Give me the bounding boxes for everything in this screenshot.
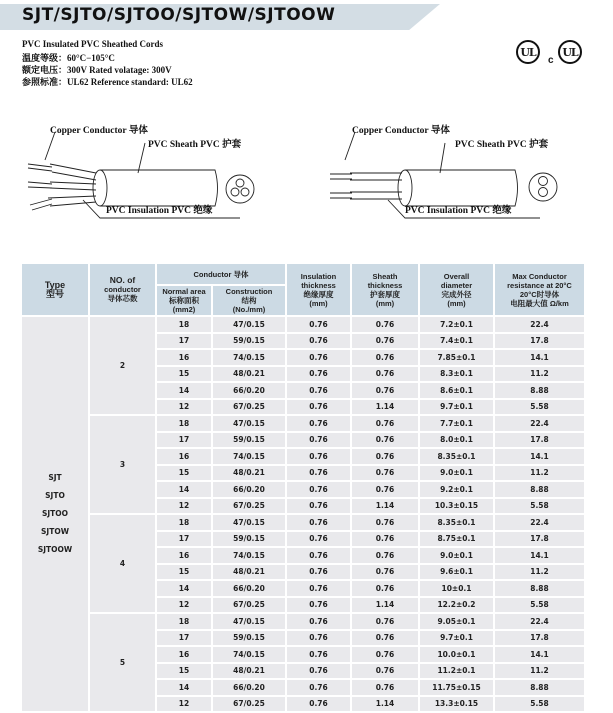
awg-size-cell: 17: [157, 433, 211, 448]
overall-diameter-cell: 9.2±0.1: [420, 482, 493, 497]
overall-diameter-cell: 9.7±0.1: [420, 400, 493, 415]
insulation-thickness-cell: 0.76: [287, 548, 350, 563]
construction-cell: 47/0.15: [213, 416, 285, 431]
spec-voltage: 额定电压：300V Rated volatage: 300V: [22, 65, 172, 75]
header-type-en: Type: [44, 279, 66, 290]
conductor-count-cell: 3: [90, 416, 155, 513]
header-res-line1: Max Conductor: [512, 271, 567, 281]
sheath-thickness-cell: 0.76: [352, 334, 418, 349]
construction-cell: 59/0.15: [213, 532, 285, 547]
insulation-thickness-cell: 0.76: [287, 383, 350, 398]
header-num-conductors: [90, 264, 155, 315]
construction-cell: 74/0.15: [213, 647, 285, 662]
overall-diameter-cell: 10±0.1: [420, 581, 493, 596]
conductor-count-cell: 4: [90, 515, 155, 612]
insulation-thickness-cell: 0.76: [287, 664, 350, 679]
overall-diameter-cell: 7.4±0.1: [420, 334, 493, 349]
header-constr-line3: (No./mm): [232, 305, 266, 314]
overall-diameter-cell: 9.05±0.1: [420, 614, 493, 629]
insulation-thickness-cell: 0.76: [287, 581, 350, 596]
overall-diameter-cell: 9.0±0.1: [420, 548, 493, 563]
overall-diameter-cell: 8.6±0.1: [420, 383, 493, 398]
awg-size-cell: 12: [157, 697, 211, 712]
type-name: SJTOO: [41, 509, 69, 518]
sheath-thickness-cell: 0.76: [352, 416, 418, 431]
overall-diameter-cell: 9.6±0.1: [420, 565, 493, 580]
insulation-thickness-cell: 0.76: [287, 466, 350, 481]
awg-size-cell: 17: [157, 334, 211, 349]
table-row: [22, 317, 584, 332]
construction-cell: 48/0.21: [213, 664, 285, 679]
overall-diameter-cell: 9.0±0.1: [420, 466, 493, 481]
pvc-insulation-label: PVC Insulation PVC 绝缘: [405, 206, 512, 216]
max-resistance-cell: 22.4: [495, 416, 584, 431]
sheath-thickness-cell: 0.76: [352, 367, 418, 382]
construction-cell: 67/0.25: [213, 598, 285, 613]
construction-cell: 47/0.15: [213, 515, 285, 530]
overall-diameter-cell: 7.7±0.1: [420, 416, 493, 431]
max-resistance-cell: 5.58: [495, 400, 584, 415]
header-num-line1: NO. of: [109, 275, 136, 285]
max-resistance-cell: 17.8: [495, 433, 584, 448]
awg-size-cell: 16: [157, 548, 211, 563]
cul-prefix: c: [548, 55, 554, 66]
construction-cell: 74/0.15: [213, 449, 285, 464]
max-resistance-cell: 14.1: [495, 647, 584, 662]
overall-diameter-cell: 13.3±0.15: [420, 697, 493, 712]
overall-diameter-cell: 7.85±0.1: [420, 350, 493, 365]
max-resistance-cell: 11.2: [495, 466, 584, 481]
insulation-thickness-cell: 0.76: [287, 317, 350, 332]
sheath-thickness-cell: 0.76: [352, 482, 418, 497]
max-resistance-cell: 11.2: [495, 367, 584, 382]
spec-description: PVC Insulated PVC Sheathed Cords: [22, 39, 164, 49]
cable-diagram-3-core: [0, 118, 310, 223]
insulation-thickness-cell: 0.76: [287, 565, 350, 580]
construction-cell: 66/0.20: [213, 680, 285, 695]
pvc-sheath-label: PVC Sheath PVC 护套: [148, 140, 242, 150]
construction-cell: 48/0.21: [213, 466, 285, 481]
construction-cell: 67/0.25: [213, 499, 285, 514]
sheath-thickness-cell: 0.76: [352, 383, 418, 398]
awg-size-cell: 18: [157, 614, 211, 629]
awg-size-cell: 14: [157, 482, 211, 497]
overall-diameter-cell: 9.7±0.1: [420, 631, 493, 646]
spec-table: [20, 262, 586, 713]
construction-cell: 67/0.25: [213, 400, 285, 415]
cul-mark-text: UL: [562, 45, 578, 59]
header-sheath-line1: Sheath: [372, 271, 398, 281]
overall-diameter-cell: 8.75±0.1: [420, 532, 493, 547]
overall-diameter-cell: 7.2±0.1: [420, 317, 493, 332]
insulation-thickness-cell: 0.76: [287, 449, 350, 464]
insulation-thickness-cell: 0.76: [287, 697, 350, 712]
pvc-sheath-label: PVC Sheath PVC 护套: [455, 140, 549, 150]
header-num-line3: 导体芯数: [107, 294, 138, 303]
insulation-thickness-cell: 0.76: [287, 598, 350, 613]
overall-diameter-cell: 8.3±0.1: [420, 367, 493, 382]
sheath-thickness-cell: 0.76: [352, 515, 418, 530]
header-overall: [420, 264, 493, 315]
construction-cell: 66/0.20: [213, 383, 285, 398]
sheath-thickness-cell: 1.14: [352, 697, 418, 712]
header-res-line2: resistance at 20°C: [507, 280, 572, 290]
construction-cell: 59/0.15: [213, 631, 285, 646]
awg-size-cell: 15: [157, 664, 211, 679]
spec-standard: 参照标准：UL62 Reference standard: UL62: [22, 77, 193, 87]
awg-size-cell: 12: [157, 400, 211, 415]
page-title: SJT/SJTO/SJTOO/SJTOW/SJTOOW: [22, 5, 336, 25]
header-ins-line2: thickness: [301, 280, 336, 290]
header-type: [22, 264, 88, 315]
type-name: SJTO: [45, 491, 65, 500]
awg-size-cell: 12: [157, 598, 211, 613]
insulation-thickness-cell: 0.76: [287, 350, 350, 365]
awg-size-cell: 18: [157, 416, 211, 431]
construction-cell: 66/0.20: [213, 581, 285, 596]
max-resistance-cell: 14.1: [495, 350, 584, 365]
sheath-thickness-cell: 0.76: [352, 680, 418, 695]
type-name: SJTOW: [41, 527, 69, 536]
header-ins-line3: 绝缘厚度: [303, 289, 334, 299]
overall-diameter-cell: 10.0±0.1: [420, 647, 493, 662]
max-resistance-cell: 17.8: [495, 532, 584, 547]
sheath-thickness-cell: 0.76: [352, 449, 418, 464]
max-resistance-cell: 8.88: [495, 680, 584, 695]
insulation-thickness-cell: 0.76: [287, 532, 350, 547]
copper-conductor-label: Copper Conductor 导体: [352, 126, 450, 136]
header-type-zh: 型号: [45, 288, 64, 299]
conductor-count-cell: 2: [90, 317, 155, 414]
max-resistance-cell: 8.88: [495, 482, 584, 497]
insulation-thickness-cell: 0.76: [287, 499, 350, 514]
header-construction: [213, 286, 285, 315]
sheath-thickness-cell: 1.14: [352, 499, 418, 514]
header-normal-area: [157, 286, 211, 315]
table-row: [22, 515, 584, 530]
header-area-line2: 标称面积: [169, 296, 199, 305]
spec-table-body: [22, 317, 584, 711]
copper-conductor-label: Copper Conductor 导体: [50, 126, 148, 136]
sheath-thickness-cell: 0.76: [352, 548, 418, 563]
max-resistance-cell: 14.1: [495, 548, 584, 563]
construction-cell: 47/0.15: [213, 614, 285, 629]
header-conductor: Conductor 导体: [157, 264, 285, 284]
sheath-thickness-cell: 0.76: [352, 466, 418, 481]
cable-diagram-2-core: [310, 118, 613, 223]
construction-cell: 66/0.20: [213, 482, 285, 497]
header-constr-line1: Construction: [225, 287, 273, 296]
table-row: [22, 416, 584, 431]
header-res-line3: 20°C时导体: [519, 289, 560, 299]
header-insulation: [287, 264, 350, 315]
header-ins-line1: Insulation: [300, 271, 337, 281]
type-cell: [22, 317, 88, 711]
sheath-thickness-cell: 0.76: [352, 614, 418, 629]
conductor-count-cell: 5: [90, 614, 155, 711]
awg-size-cell: 17: [157, 631, 211, 646]
max-resistance-cell: 8.88: [495, 383, 584, 398]
awg-size-cell: 15: [157, 367, 211, 382]
insulation-thickness-cell: 0.76: [287, 647, 350, 662]
awg-size-cell: 16: [157, 647, 211, 662]
sheath-thickness-cell: 0.76: [352, 433, 418, 448]
overall-diameter-cell: 11.2±0.1: [420, 664, 493, 679]
header-overall-line2: diameter: [440, 280, 473, 290]
max-resistance-cell: 5.58: [495, 697, 584, 712]
construction-cell: 48/0.21: [213, 565, 285, 580]
insulation-thickness-cell: 0.76: [287, 367, 350, 382]
overall-diameter-cell: 8.35±0.1: [420, 449, 493, 464]
awg-size-cell: 14: [157, 581, 211, 596]
overall-diameter-cell: 8.35±0.1: [420, 515, 493, 530]
construction-cell: 48/0.21: [213, 367, 285, 382]
table-row: [22, 614, 584, 629]
header-sheath-line4: (mm): [375, 298, 395, 308]
type-name: SJT: [48, 473, 62, 482]
spec-temperature: 温度等级：60°C−105°C: [22, 53, 115, 63]
header-overall-line1: Overall: [443, 271, 470, 281]
construction-cell: 74/0.15: [213, 548, 285, 563]
max-resistance-cell: 22.4: [495, 317, 584, 332]
max-resistance-cell: 11.2: [495, 664, 584, 679]
overall-diameter-cell: 8.0±0.1: [420, 433, 493, 448]
insulation-thickness-cell: 0.76: [287, 631, 350, 646]
insulation-thickness-cell: 0.76: [287, 680, 350, 695]
ul-mark-text: UL: [520, 45, 536, 59]
sheath-thickness-cell: 0.76: [352, 317, 418, 332]
header-sheath: [352, 264, 418, 315]
awg-size-cell: 16: [157, 449, 211, 464]
max-resistance-cell: 8.88: [495, 581, 584, 596]
header-sheath-line2: thickness: [367, 280, 403, 290]
insulation-thickness-cell: 0.76: [287, 416, 350, 431]
awg-size-cell: 16: [157, 350, 211, 365]
header-area-line3: (mm2): [172, 305, 196, 314]
sheath-thickness-cell: 0.76: [352, 350, 418, 365]
sheath-thickness-cell: 0.76: [352, 647, 418, 662]
max-resistance-cell: 22.4: [495, 515, 584, 530]
header-res-line4: 电阻最大值 Ω/km: [510, 298, 569, 308]
awg-size-cell: 17: [157, 532, 211, 547]
sheath-thickness-cell: 0.76: [352, 532, 418, 547]
awg-size-cell: 15: [157, 466, 211, 481]
max-resistance-cell: 14.1: [495, 449, 584, 464]
construction-cell: 74/0.15: [213, 350, 285, 365]
overall-diameter-cell: 12.2±0.2: [420, 598, 493, 613]
sheath-thickness-cell: 0.76: [352, 631, 418, 646]
max-resistance-cell: 17.8: [495, 631, 584, 646]
awg-size-cell: 14: [157, 680, 211, 695]
construction-cell: 59/0.15: [213, 334, 285, 349]
construction-cell: 67/0.25: [213, 697, 285, 712]
insulation-thickness-cell: 0.76: [287, 482, 350, 497]
sheath-thickness-cell: 1.14: [352, 400, 418, 415]
sheath-thickness-cell: 0.76: [352, 565, 418, 580]
insulation-thickness-cell: 0.76: [287, 400, 350, 415]
header-area-line1: Normal area: [162, 287, 206, 296]
insulation-thickness-cell: 0.76: [287, 515, 350, 530]
construction-cell: 59/0.15: [213, 433, 285, 448]
awg-size-cell: 14: [157, 383, 211, 398]
max-resistance-cell: 11.2: [495, 565, 584, 580]
header-num-line2: conductor: [104, 285, 141, 294]
header-resistance: [495, 264, 584, 315]
max-resistance-cell: 17.8: [495, 334, 584, 349]
insulation-thickness-cell: 0.76: [287, 334, 350, 349]
header-overall-line4: (mm): [447, 298, 466, 308]
sheath-thickness-cell: 0.76: [352, 581, 418, 596]
sheath-thickness-cell: 1.14: [352, 598, 418, 613]
insulation-thickness-cell: 0.76: [287, 614, 350, 629]
max-resistance-cell: 5.58: [495, 598, 584, 613]
awg-size-cell: 18: [157, 515, 211, 530]
type-name: SJTOOW: [37, 545, 73, 554]
awg-size-cell: 15: [157, 565, 211, 580]
max-resistance-cell: 22.4: [495, 614, 584, 629]
construction-cell: 47/0.15: [213, 317, 285, 332]
overall-diameter-cell: 11.75±0.15: [420, 680, 493, 695]
header-overall-line3: 完成外径: [441, 289, 472, 299]
max-resistance-cell: 5.58: [495, 499, 584, 514]
header-constr-line2: 结构: [241, 296, 257, 305]
awg-size-cell: 12: [157, 499, 211, 514]
cul-logo-icon: [558, 40, 582, 64]
header-sheath-line3: 护套厚度: [370, 289, 400, 299]
header-ins-line4: (mm): [309, 298, 328, 308]
sheath-thickness-cell: 0.76: [352, 664, 418, 679]
awg-size-cell: 18: [157, 317, 211, 332]
overall-diameter-cell: 10.3±0.15: [420, 499, 493, 514]
ul-logo-icon: [516, 40, 540, 64]
pvc-insulation-label: PVC Insulation PVC 绝缘: [106, 206, 213, 216]
insulation-thickness-cell: 0.76: [287, 433, 350, 448]
